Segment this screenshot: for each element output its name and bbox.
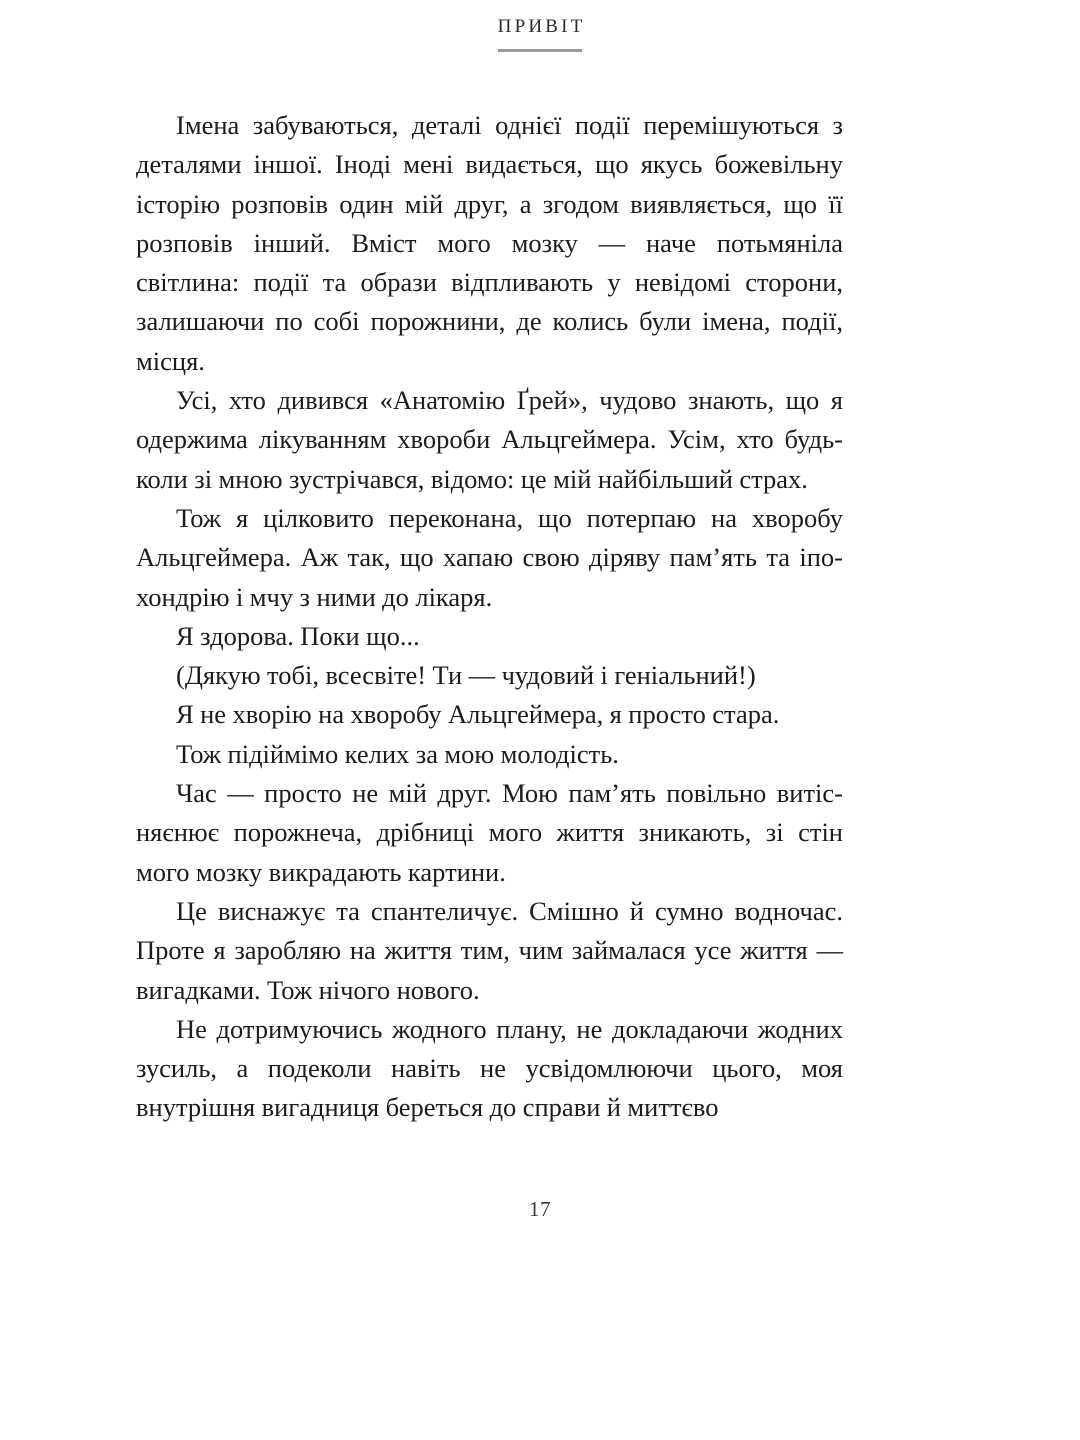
paragraph: Час — просто не мій друг. Мою пам’ять повільно витісняєнює порожнеча, дрібниці мого життя зникають, зі стін мого мозку викрадають картини. [136, 778, 843, 887]
page-footer [0, 1197, 1080, 1222]
body-text-block [136, 106, 843, 1128]
paragraph: Не дотримуючись жодного плану, не докладаючи жодних зусиль, а подеколи навіть не усвідомлюючи цього, моя внутрішня вигадниця береться до справи й миттєво [136, 1013, 843, 1123]
paragraph: (Дякую тобі, всесвіте! Ти — чудовий і геніальний!) [176, 660, 756, 691]
paragraph: Я здорова. Поки що... [176, 620, 420, 651]
paragraph: Це виснажує та спантеличує. Смішно й сумно водночас. Проте я заробляю на життя тим, чим займалася усе життя — вигадками. Тож нічого нового. [136, 895, 843, 1005]
page-number: 17 [529, 1197, 551, 1221]
paragraph: Усі, хто дивився «Анатомію Ґрей», чудово знають, що я одержима лікуванням хвороби Альцгеймера. Усім, хто будь-коли зі мною зустрічався, відомо: це мій найбільший страх. [136, 385, 843, 494]
paragraph: Я не хворію на хворобу Альцгеймера, я просто стара. [176, 699, 780, 730]
running-head [0, 17, 1080, 52]
paragraph: Тож підіймімо келих за мою молодість. [176, 738, 619, 769]
running-head-title: ПРИВІТ [497, 16, 586, 37]
paragraph: Імена забуваються, деталі однієї події перемішуються з деталями іншої. Іноді мені видається, що якусь божевільну історію розповів один мій друг, а згодом виявляється, що її розповів інший. Вміст мого мозку — наче потьмяніла світлина: події та образи відпливають у невідомі сторони, залишаючи по собі порожнини, де колись були імена, події, місця. [136, 110, 843, 376]
decorative-rule-icon [498, 49, 582, 52]
paragraph: Тож я цілковито переконана, що потерпаю на хворобу Альцгеймера. Аж так, що хапаю свою діряву пам’ять та іпохондрію і мчу з ними до лікаря. [136, 502, 843, 612]
